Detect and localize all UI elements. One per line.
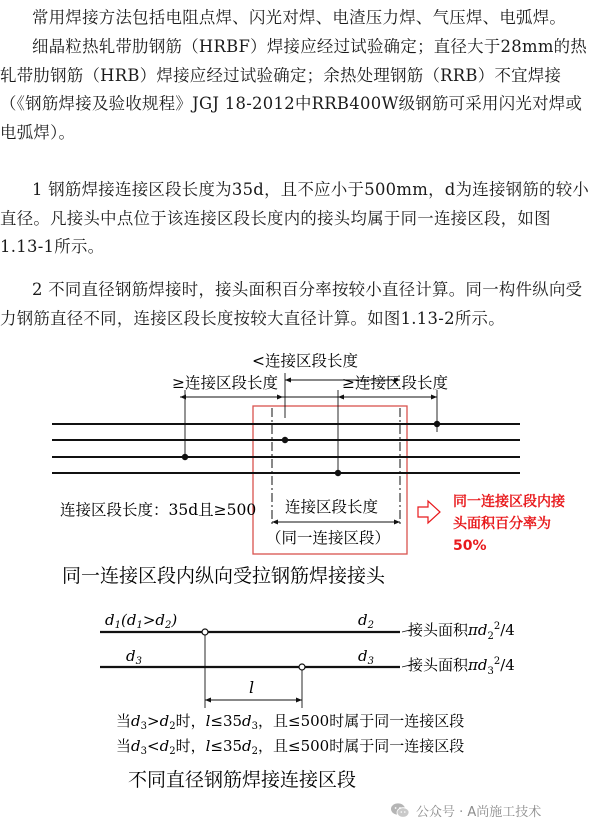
inner-sublabel: （同一连接区段） (266, 529, 391, 547)
top-dimension-label: <连接区段长度 (252, 352, 358, 370)
rule-1: 当$d_3>d_2$时，$l\le 35d_3$，且≤500时属于同一连接区段 (116, 712, 465, 732)
paragraph-rule-2: 2 不同直径钢筋焊接时，接头面积百分率按较小直径计算。同一构件纵向受力钢筋直径不同，连接区段长度按较大直径计算。如图1.13-2所示。 (0, 280, 583, 328)
joint-point (182, 454, 188, 460)
callout-text-2: 头面积百分率为 (453, 516, 551, 532)
dimension-l-label: l (249, 678, 255, 697)
paragraph-rule-1: 1 钢筋焊接连接区段长度为35d，且不应小于500mm，d为连接钢筋的较小直径。凡接头中点位于该连接区段长度内的接头均属于同一连接区段，如图1.13-1所示。 (0, 180, 590, 256)
left-dimension-label: ≥连接区段长度 (172, 374, 278, 392)
joint-point (282, 437, 288, 443)
watermark (390, 801, 541, 820)
paragraph-welding-methods: 常用焊接方法包括电阻点焊、闪光对焊、电渣压力焊、气压焊、电弧焊。 (32, 8, 567, 27)
bar-2-left-label: $d_3$ (126, 647, 142, 667)
wechat-icon (390, 802, 410, 819)
figure-diameter-section (0, 600, 594, 800)
joint-point (335, 470, 341, 476)
figure-1-caption: 同一连接区段内纵向受拉钢筋焊接接头 (62, 565, 386, 587)
bar-1-left-label: $d_1(d_1>d_2)$ (105, 611, 178, 631)
length-note: 连接区段长度：35d且≥500 (60, 501, 257, 519)
bar-1-area-label: 接头面积$\pi d_2^2/4$ (408, 621, 515, 642)
inner-length-label: 连接区段长度 (285, 498, 379, 516)
bar-2-area-label: 接头面积$\pi d_3^2/4$ (408, 656, 515, 677)
bar-2-right-label: $d_3$ (358, 647, 374, 667)
callout-text-3: 50% (453, 538, 487, 554)
callout-arrow-icon (418, 501, 440, 523)
figure-joint-section (0, 340, 594, 590)
bar-1-joint (202, 629, 208, 635)
right-dimension-label: ≥连接区段长度 (342, 374, 448, 392)
joint-point (434, 421, 440, 427)
figure-2-caption: 不同直径钢筋焊接连接区段 (128, 769, 357, 791)
paragraph-rebar-types: 细晶粒热轧带肋钢筋（HRBF）焊接应经过试验确定；直径大于28mm的热轧带肋钢筋（HRB）焊接应经过试验确定；余热处理钢筋（RRB）不宜焊接（《钢筋焊接及验收规程》JGJ 18-2012中RRB400W级钢筋可采用闪光对焊或电弧焊）。 (0, 37, 588, 142)
callout-text-1: 同一连接区段内接 (453, 494, 565, 510)
rule-2: 当$d_3<d_2$时，$l\le 35d_2$，且≤500时属于同一连接区段 (116, 737, 465, 757)
bar-1-right-label: $d_2$ (358, 611, 374, 631)
bar-2-joint (299, 664, 305, 670)
watermark-text: 公众号 · A尚施工技术 (416, 805, 542, 820)
